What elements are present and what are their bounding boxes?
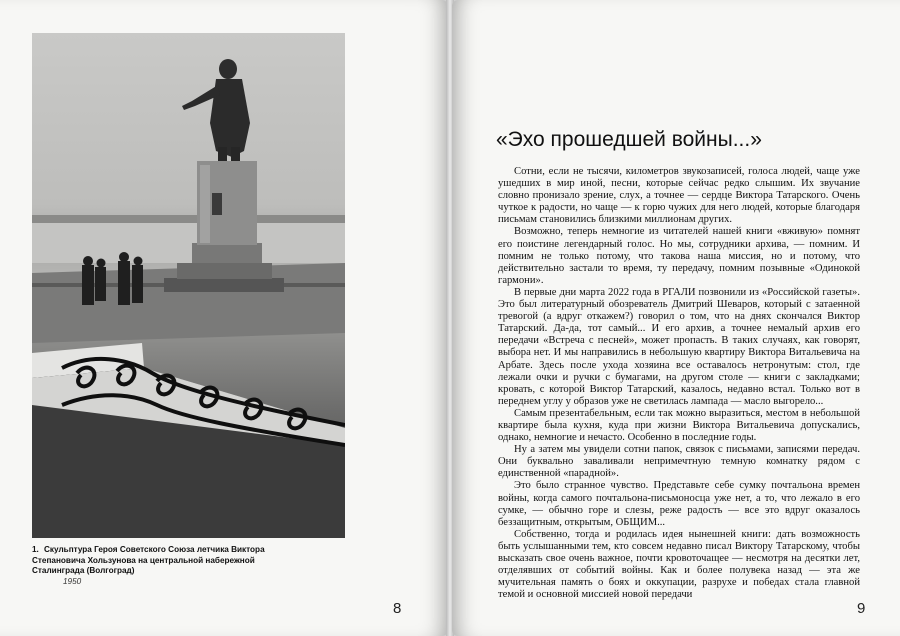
photo-caption (32, 545, 332, 587)
left-page (0, 0, 448, 636)
paragraph: Возможно, теперь немногие из читателей нашей книги «вживую» помнят его поистине легендарный голос. Но мы, сотрудники архива, — помним. И помним не только потому, что такова наша миссия, но и потому, что действительно застали то время, ту передачу, помним позывные «Одинокой гармони». (498, 226, 860, 286)
paragraph: Собственно, тогда и родилась идея нынешней книги: дать возможность быть услышанными тем, кто совсем недавно писал Виктору Татарскому, чтобы высказать свое очень важное, почти кровоточащее — несмотря на десятки лет, отделявших от событий войны. Как и более полувека назад — эта же мучительная память о боях и оккупации, разрухе и победах стала главной темой и основной миссией новой передачи (498, 528, 860, 601)
caption-number: 1. (32, 545, 39, 554)
caption-line-3: Сталинграда (Волгоград) (32, 566, 135, 575)
page-number-left: 8 (393, 600, 402, 617)
body-text (498, 166, 860, 601)
monument-photo-drawing (32, 33, 345, 538)
right-page (452, 0, 900, 636)
paragraph: В первые дни марта 2022 года в РГАЛИ позвонили из «Российской газеты». Это был литературный обозреватель Дмитрий Шеваров, который с затаенной тревогой (а вдруг откажем?) говорил о том, что на днях скончался Виктор Татарский. Да-да, тот самый... И его архив, а точнее немалый архив его передачи «Встреча с песней», может пропасть. В таких случаях, как говорят, выбора нет. И мы направились в небольшую квартиру Виктора Витальевича на Арбате. Здесь после ухода хозяина все оставалось нетронутым: стол, где лежали очки и ручки с бумагами, на другом столе — книги с закладками; кровать, с которой Виктор Татарский, казалось, недавно встал. Только вот в переднем углу у образов уже не светилась лампада — масло выгорело... (498, 286, 860, 407)
monument-photo (32, 33, 345, 538)
caption-line-2: Степановича Хользунова на центральной набережной (32, 555, 255, 565)
paragraph: Самым презентабельным, если так можно выразиться, местом в небольшой квартире была кухня, куда при жизни Виктора Витальевича допускались, однако, немногие и нечасто. Особенно в последние годы. (498, 407, 860, 444)
page-number-right: 9 (857, 600, 866, 617)
caption-year: 1950 (63, 576, 82, 586)
chapter-title: «Эхо прошедшей войны...» (496, 128, 762, 151)
paragraph: Сотни, если не тысячи, километров звукозаписей, голоса людей, чаще уже ушедших в мир иной, песни, которые сейчас редко слышим. Их звучание словно пронизало зрение, слух, а точнее — сердце Виктора Татарского. Очень чуткое к радости, но чаще — к горю чужих для него людей, которые благодаря письмам становились близкими миллионам других. (498, 166, 860, 226)
paragraph: Ну а затем мы увидели сотни папок, связок с письмами, записями передач. Они буквально заваливали непримечтную темную комнатку рядом с единственной «парадной». (498, 444, 860, 480)
paragraph: Это было странное чувство. Представьте себе сумку почтальона времен войны, когда самого почтальона-письмоносца уже нет, а то, что лежало в его сумке, — обычно горе и слезы, реже радость — все это вдруг оказалось беззащитным, открытым, ОБЩИМ... (498, 480, 860, 528)
caption-line-1: Скульптура Героя Советского Союза летчика Виктора (44, 545, 265, 554)
